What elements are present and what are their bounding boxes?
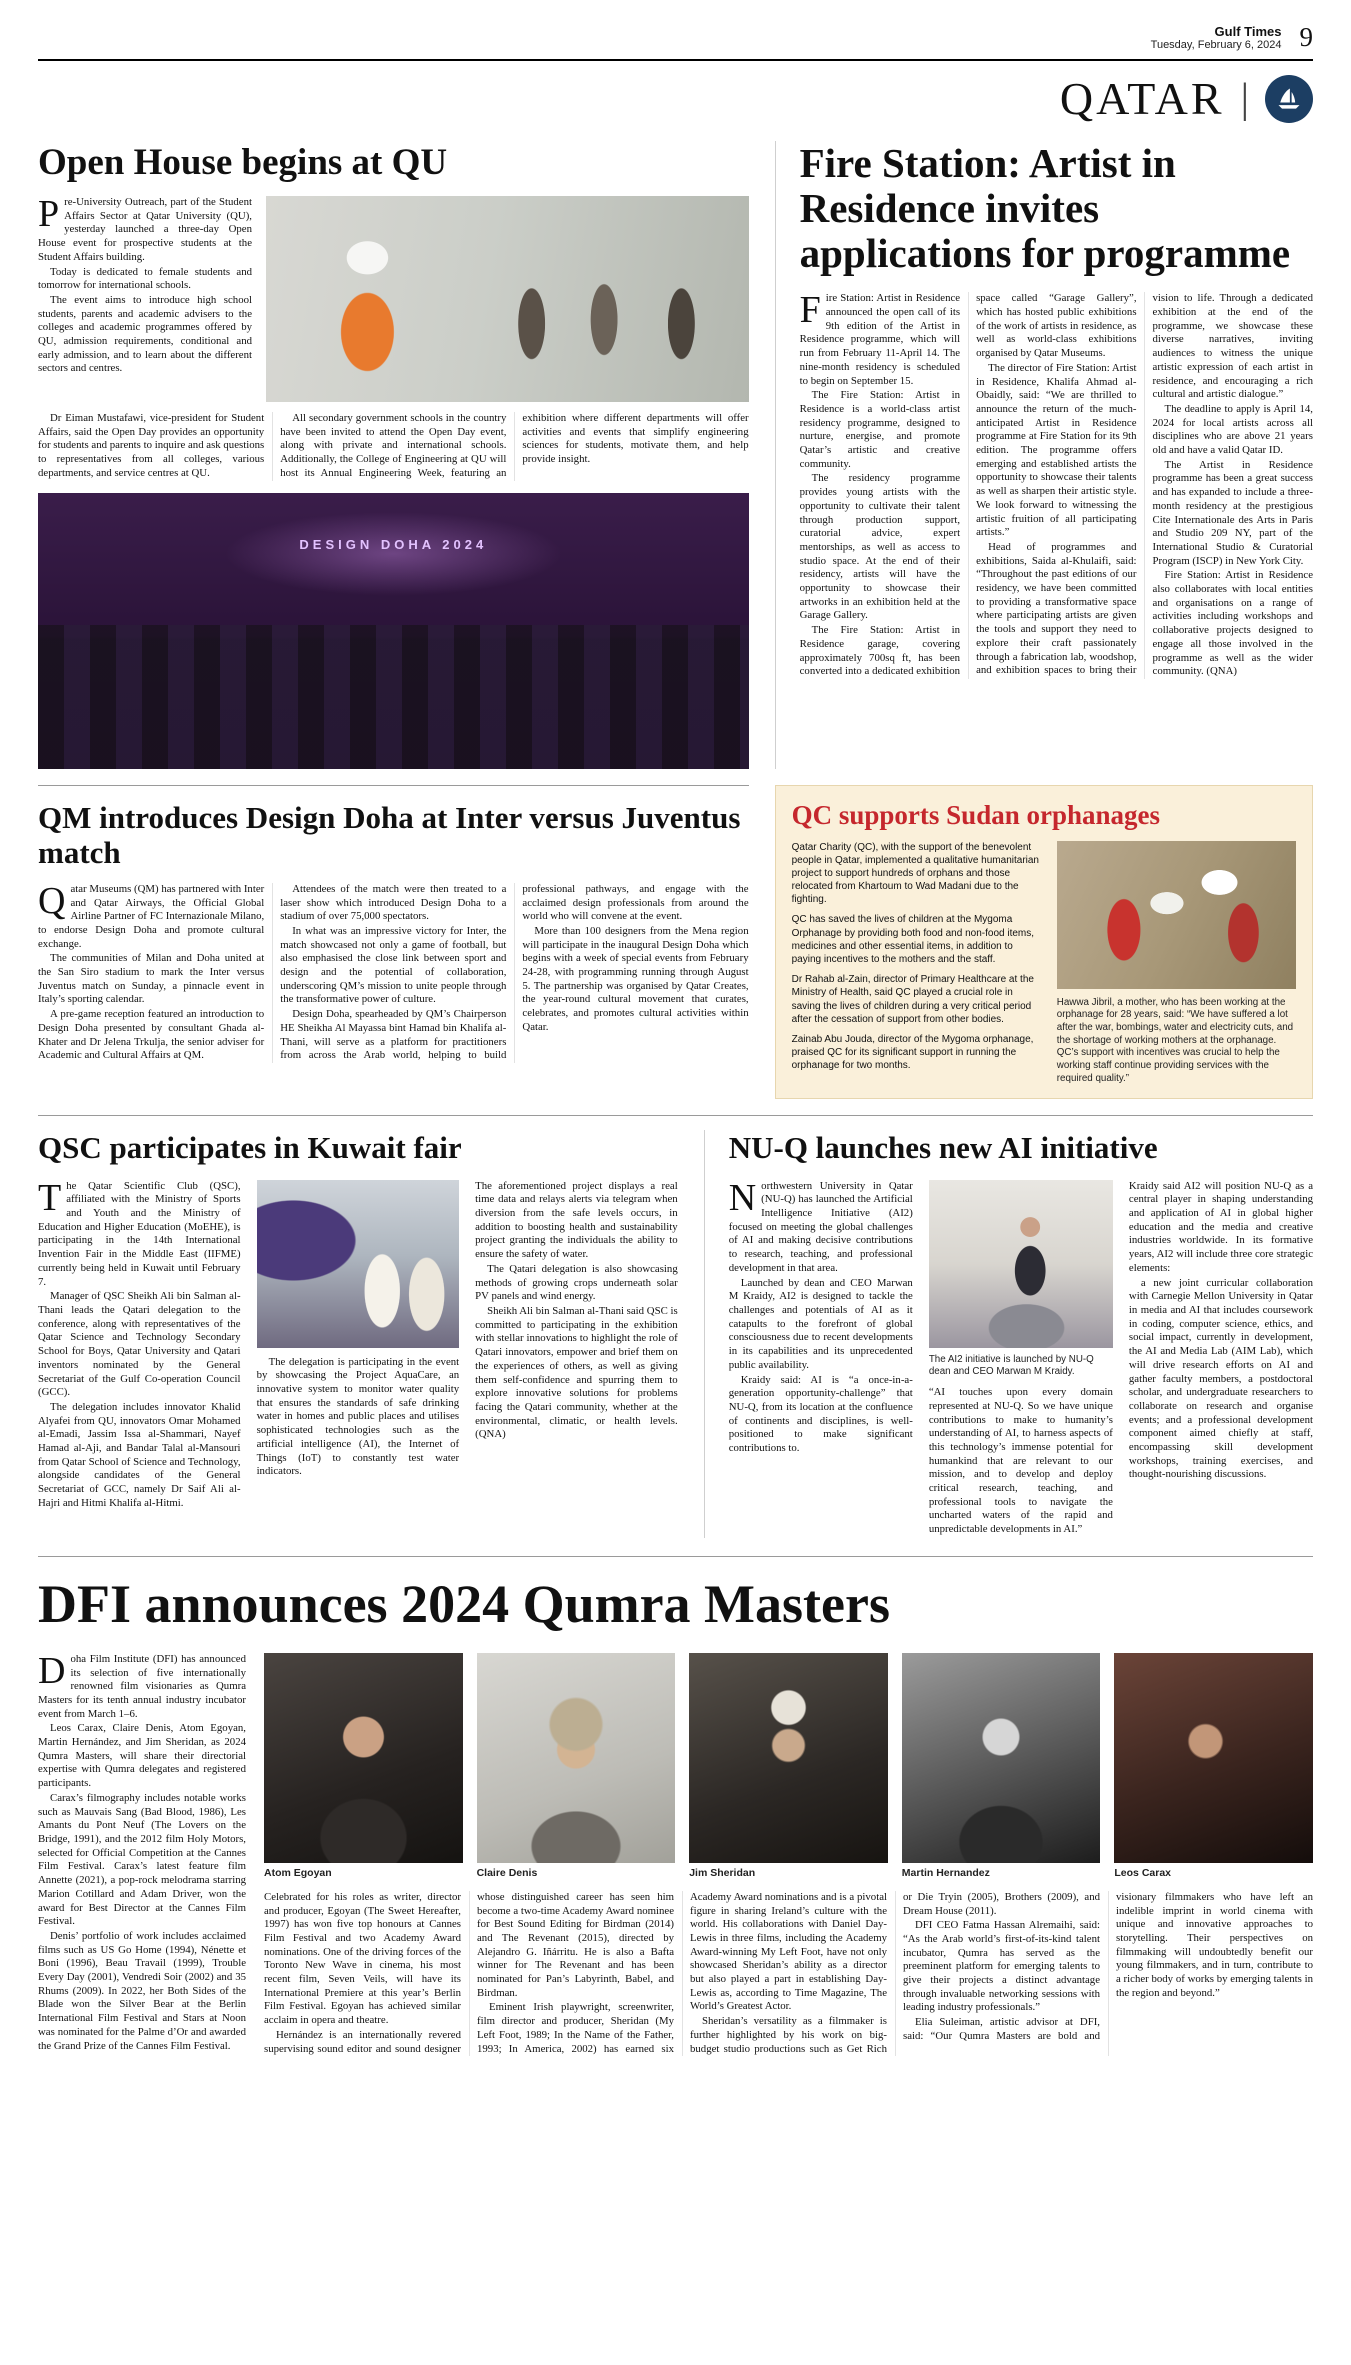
body-paragraph: Elia Suleiman, artistic advisor at DFI, said: “Our Qumra Masters are bold and visionary filmmakers who have left an indelible imprint in world cinema with unique and innovative approaches to storytelling. Their perspectives on filmmaking will undoubtedly benefit our young filmmakers, and in turn, contribute to a richer body of works by emerging talents in the region and beyond.” (903, 1890, 1313, 2042)
body-paragraph: QC has saved the lives of children at the Mygoma Orphanage by providing both food and non-food items, medicines and other essential items, in addition to paying incentives to the mothers and the staff. (791, 914, 1035, 966)
photo-jim-sheridan (689, 1653, 888, 1863)
body-paragraph: Design Doha, spearheaded by QM’s Chairperson HE Sheikha Al Mayassa bint Hamad bin Khalifa al-Thani, will serve as a platform for practitioners from across the Arab world, helping to build professional pathways, and engage with the acclaimed design professionals from around the world who will convene at the event. (280, 882, 749, 1062)
body-paragraph: The event aims to introduce high school students, parents and academic advisers to the colleges and academic programmes offered by QU, admission requirements, conditional and early admission, and to learn about the different sectors and centres. (38, 293, 252, 375)
dfi-layout (38, 1649, 1313, 2056)
photo-martin-hernandez (902, 1653, 1101, 1863)
body-paragraph: The Artist in Residence programme has been a great success and has expanded to include a three-month residency at the prestigious Cite Internationale des Arts in Paris and Studio 209 NY, part of the International Studio & Curatorial Program (ISCP) in New York City. (1152, 458, 1313, 567)
article-qm-design-doha (38, 785, 749, 1099)
body-paragraph: In what was an impressive victory for Inter, the match showcased not only a game of football, but also emphasised the close link between sport and design and the potential of collaboration, underscoring QM’s mission to unite people through the transformative power of culture. (280, 924, 507, 1006)
drop-cap: P (38, 193, 60, 235)
photo-leos-carax (1114, 1653, 1313, 1863)
body-paragraph: Attendees of the match were then treated to a laser show which introduced Design Doha to a stadium of over 75,000 spectators. (280, 882, 507, 923)
headline: QM introduces Design Doha at Inter versus Juventus match (38, 799, 741, 871)
section-middle (38, 785, 1313, 1115)
qc-box-grid (792, 841, 1296, 1086)
headline: NU-Q launches new AI initiative (728, 1129, 1158, 1165)
section-top (38, 141, 1313, 785)
nuq-column-2 (929, 1180, 1113, 1538)
body-paragraph: Sheridan’s versatility as a filmmaker is further highlighted by his work on big-budget studio productions such as Get Rich or Die Tryin (2005), Brothers (2009), and Dream House (2011). (690, 1890, 1100, 2055)
body-paragraph: Fire Station: Artist in Residence announced the open call of its 9th edition of the Artist in Residence programme, which will run from February 11-April 14. The nine-month residency is scheduled to begin on September 15. (799, 289, 961, 387)
photo-qc-orphanage-aid (1057, 841, 1296, 989)
body-paragraph: The Fire Station: Artist in Residence is a world-class artist residency programme, designed to nurture, energise, and promote Qatar’s artistic and creative community. (799, 389, 961, 470)
drop-cap: N (728, 1176, 757, 1219)
headline: QC supports Sudan orphanages (791, 799, 1161, 830)
qsc-column-1 (38, 1176, 241, 1512)
drop-cap: F (799, 289, 821, 332)
photo-design-doha-group (38, 493, 749, 769)
body-paragraph: Pre-University Outreach, part of the Student Affairs Sector at Qatar University (QU), yesterday launched a three-day Open House event for prospective students at the Student Affairs building. (38, 193, 252, 263)
body-paragraph: The Qatar Scientific Club (QSC), affiliated with the Ministry of Sports and Youth and the Ministry of Education and Higher Education (MoEHE), is participating in the 14th International Invention Fair in the Middle East (IIFME) currently being held in Kuwait until February 7. (38, 1176, 241, 1288)
body-paragraph: Eminent Irish playwright, screenwriter, film director and producer, Sheridan (My Left Foot, 1989; In the Name of the Father, 1993; In America, 2002) has earned six Academy Award nominations and is a pivotal figure in sharing Ireland’s culture with the world. His collaborations with Daniel Day-Lewis in three films, including the Academy Award-winning My Left Foot, have not only showcased Sheridan’s ability as a director but also played a part in establishing Day-Lewis as, according to Time Magazine, The World’s Greatest Actor. (477, 1890, 887, 2055)
body-paragraph: Today is dedicated to female students and tomorrow for international schools. (38, 265, 252, 292)
portrait-name: Atom Egoyan (264, 1866, 332, 1879)
body-paragraph: Fire Station: Artist in Residence also collaborates with local entities and organisations on a range of activities including workshops and collaborative projects designed to engage all those involved in the programme as well as the wider community. (QNA) (1152, 569, 1313, 678)
section-bottom (38, 1556, 1313, 2056)
open-house-top-row (38, 193, 749, 402)
portrait-name: Leos Carax (1114, 1866, 1172, 1879)
body-paragraph: Sheikh Ali bin Salman al-Thani said QSC is committed to participating in the exhibition with stellar innovations to highlight the role of Qatari innovators, empower and brief them on the experiences of others, as well as giving them self-confidence and spurring them to explore innovative solutions for problems facing the Qatari community, whether at the environmental, climatic, or health levels. (QNA) (475, 1304, 678, 1441)
portrait-cell (264, 1653, 463, 1891)
qsc-column-2 (257, 1180, 460, 1512)
body-paragraph: DFI CEO Fatma Hassan Alremaihi, said: “As the Arab world’s first-of-its-kind talent incubator, Qumra has served as the preeminent platform for emerging talents to give their projects a distinct advantage through invaluable networking sessions with leading industry professionals.” (903, 1919, 1100, 2014)
headline: Fire Station: Artist in Residence invites applications for programme (799, 140, 1291, 277)
photo-caption: The AI2 initiative is launched by NU-Q dean and CEO Marwan M Kraidy. (928, 1353, 1094, 1378)
body-paragraph: The delegation is participating in the event by showcasing the Project AquaCare, an innovative system to monitor water quality that ensures the standards of safe drinking water in homes and public places and utilises sophisticated technologies such as the artificial intelligence (AI), the Internet of Things (IoT) to constantly test water indicators. (256, 1355, 460, 1478)
article-dfi-qumra-masters (38, 1573, 1313, 2056)
paper-date: Tuesday, February 6, 2024 (1150, 39, 1282, 51)
body-paragraph: a new joint curricular collaboration with Carnegie Mellon University in Qatar in media and AI that includes coursework in coding, computer science, ethics, and social impact, currently in development, the AI and Media Lab (AIM Lab), which will drive research efforts on AI and gather faculty members, a postdoctoral scholar, and undergraduate researchers to collaborate on research and organise events; and a professional development component aimed chiefly at staff, encompassing skill development workshops, training exercises, and thought-nourishing discussions. (1128, 1276, 1313, 1481)
photo-claire-denis (477, 1653, 676, 1863)
body-paragraph: Denis’ portfolio of work includes acclaimed films such as US Go Home (1994), Nénette et Boni (1996), Beau Travail (1999), Trouble Every Day (2001), Vendredi Soir (2002) and 35 Rhums (2009). In 2022, her Both Sides of the Blade won the Silver Bear at the Berlin International Film Festival and Stars at Noon was nominated for the Palme d’Or and awarded the Grand Prize of the Cannes Film Festival. (38, 1929, 246, 2052)
article-fire-station (775, 141, 1313, 769)
body-paragraph: Zainab Abu Jouda, director of the Mygoma orphanage, praised QC for its significant support in running the orphanage for two months. (791, 1033, 1034, 1072)
portrait-cell (477, 1653, 676, 1891)
page-number: 9 (1299, 22, 1313, 52)
qsc-columns (38, 1176, 678, 1512)
body-paragraph: Doha Film Institute (DFI) has announced its selection of five internationally renowned film visionaries as Qumra Masters for its tenth annual industry incubator event from March 1–6. (38, 1649, 246, 1720)
nuq-columns (728, 1176, 1313, 1538)
body-paragraph: Qatar Museums (QM) has partnered with Inter and Qatar Airways, the Official Global Airline Partner of FC Internazionale Milano, to endorse Design Doha and promote cultural exchange. (38, 879, 265, 950)
body-paragraph: Qatar Charity (QC), with the support of the benevolent people in Qatar, implemented a qualitative humanitarian project to support hundreds of orphans and those relocated from Khartoum to Wad Madani due to the fighting. (791, 841, 1039, 906)
body-paragraph: The director of Fire Station: Artist in Residence, Khalifa Ahmad al-Obaidly, said: “We are thrilled to announce the return of the much-anticipated Artist in Residence programme at Fire Station for its 9th edition. The programme offers emerging and established artists the opportunity to showcase their talents as well as sharpen their artistic style. We look forward to witnessing the artistic fruition of all participating artists.” (976, 361, 1137, 539)
body-paragraph: “AI touches upon every domain represented at NU-Q. So we have unique contributions to make to humanity’s understanding of AI, to harness aspects of this technology’s immense potential for humankind that are relevant to our mission, and to develop and deploy critical research, teaching, and professional tools to navigate the uncharted waters of the rapid and unpredictable developments in AI.” (928, 1386, 1113, 1536)
body-paragraph: The delegation includes innovator Khalid Alyafei from QU, innovators Omar Mohamed al-Emadi, Jassim Issa al-Shammari, Nayef Hamad al-Aji, and Bandar Talal al-Mansouri from Qatar School of Science and Technology, alongside candidates of the General Secretariat of GCC, namely Dr Saif Ali al-Hajri and Hitmi Khalifa al-Hitmi. (38, 1400, 241, 1509)
dfi-right-area (264, 1653, 1313, 2056)
feature-box-qc-sudan (775, 785, 1313, 1099)
photo-crowd-silhouettes (38, 625, 749, 769)
portrait-name: Claire Denis (476, 1866, 538, 1879)
body-paragraph: Head of programmes and exhibitions, Saida al-Khulaifi, said: “Throughout the past editions of our residency, we have been committed to providing a transformative space where participating artists are given the tools and support they need to explore their craft passionately through a fabrication lab, woodshop, and exhibition spaces to bring their vision to life. Through a dedicated exhibition at the end of the programme, we showcase these diverse narratives, inviting audiences to witness the unique artistic expression of each artist in residence, and encouraging a rich cultural and artistic dialogue.” (976, 292, 1313, 677)
dhow-icon (1275, 85, 1303, 113)
paper-name: Gulf Times (1214, 24, 1282, 39)
body-paragraph: More than 100 designers from the Mena region will participate in the inaugural Design Doha which begins with a week of special events from February 24-28, with programming running through August 5. The partnership was organised by Qatar Creates, the year-round cultural movement that curates, celebrates, and promotes cultural activities within Qatar. (522, 924, 749, 1033)
body-paragraph: The communities of Milan and Doha united at the San Siro stadium to mark the Inter versus Juventus match on Sunday, a pinnacle event in Italy’s sporting calendar. (38, 952, 265, 1006)
body-paragraph: Dr Rahab al-Zain, director of Primary Healthcare at the Ministry of Health, said QC played a crucial role in saving the lives of children during a very critical period after the cessation of support from other bodies. (791, 974, 1034, 1025)
body-paragraph: A pre-game reception featured an introduction to Design Doha presented by consultant Ghada al-Khater and Dr Jelena Trkulja, the senior adviser for Academic and Cultural Affairs at QM. (38, 1008, 265, 1062)
paper-meta (1151, 24, 1282, 51)
nuq-column-3 (1129, 1180, 1313, 1538)
photo-atom-egoyan (264, 1653, 463, 1863)
headline: Open House begins at QU (38, 142, 448, 183)
portrait-cell (689, 1653, 888, 1891)
dfi-text-columns (264, 1891, 1313, 2056)
body-paragraph: The aforementioned project displays a real time data and relays alerts via telegram when diversion from the safe levels occurs, in addition to boosting health and sustainability project granting the individuals the ability to ensure the safety of water. (475, 1179, 678, 1261)
photo-qsc-exhibition-booth (257, 1180, 460, 1348)
body-paragraph: Celebrated for his roles as writer, director and producer, Egoyan (The Sweet Hereafter, 1997) has won five top honours at Cannes Film Festival and two Academy Award nominations. One of the driving forces of the Toronto New Wave in cinema, his most recent film, Seven Veils, will have its International Premiere at this year’s Berlin Film Festival. Egoyan has achieved similar acclaim in opera and theatre. (264, 1890, 461, 2027)
article-open-house (38, 141, 749, 769)
portrait-name: Jim Sheridan (689, 1866, 756, 1879)
body-paragraph: Launched by dean and CEO Marwan M Kraidy, AI2 is designed to tackle the challenges and potentials of AI as it catapults to the forefront of global consciousness due to recent developments in its capabilities and its unprecedented public availability. (728, 1276, 913, 1371)
photo-caption: Hawwa Jibril, a mother, who has been working at the orphanage for 28 years, said: “We have suffered a lot after the war, bombings, water and electricity cuts, and the shortage of working mothers at the orphanage. QC’s support with incentives was crucial to help the working staff continue providing services with the required quality.” (1056, 996, 1294, 1084)
portrait-name: Martin Hernandez (901, 1866, 990, 1879)
body-paragraph: Leos Carax, Claire Denis, Atom Egoyan, Martin Hernández, and Jim Sheridan, as 2024 Qumra Masters, will share their directorial expertise with Qumra delegates and registered participants. (38, 1722, 246, 1790)
photo-qu-open-house-robot (266, 196, 749, 402)
body-paragraph: Hernández is an internationally revered supervising sound editor and sound designer whose distinguished career has seen him become a two-time Academy Award nominee for Best Sound Editing for Birdman (2014) and The Revenant (2015), directed by Alejandro G. Iñárritu. He is also a Bafta winner for The Revenant and has been nominated for Pan’s Labyrinth, Babel, and Birdman. (264, 1890, 674, 2055)
body-paragraph: Kraidy said: AI is “a once-in-a-generation opportunity-challenge” that NU-Q, from its location at the confluence of continents and disciplines, is well-positioned to make significant contributions to. (728, 1373, 913, 1455)
body-paragraph: Northwestern University in Qatar (NU-Q) has launched the Artificial Intelligence Initiative (AI2) focused on meeting the global challenges of AI and making decisive contributions to research, teaching, and professional development in that area. (728, 1176, 913, 1274)
drop-cap: Q (38, 879, 66, 922)
drop-cap: T (38, 1176, 62, 1219)
section-lower-middle (38, 1115, 1313, 1556)
page-header-meta (38, 22, 1313, 57)
section-masthead (38, 69, 1313, 141)
photo-nuq-kraidy-podium (929, 1180, 1113, 1348)
article-qsc-kuwait-fair (38, 1130, 678, 1538)
body-paragraph: The deadline to apply is April 14, 2024 for local artists across all disciplines who are above 21 years old and have a valid Qatar ID. (1152, 402, 1313, 457)
qc-text-column (792, 841, 1043, 1086)
portrait-cell (1114, 1653, 1313, 1891)
header-rule (38, 59, 1313, 61)
masthead-badge (1265, 75, 1313, 123)
section-title: QATAR (1059, 73, 1225, 124)
nuq-column-1 (728, 1176, 913, 1538)
body-paragraph: The Qatari delegation is also showcasing methods of growing crops underneath solar PV panels and wind energy. (475, 1262, 678, 1303)
body-paragraph: Kraidy said AI2 will position NU-Q as a central player in shaping understanding and application of AI in global higher education and the media and creative industries worldwide. In its formative years, AI2 will include three core strategic elements: (1128, 1179, 1313, 1274)
qm-columns (38, 879, 749, 1063)
fire-station-columns (799, 289, 1313, 679)
body-paragraph: Manager of QSC Sheikh Ali bin Salman al-Thani leads the Qatari delegation to the conference, along with representatives of the Qatar Science and Technology Secondary School for Boys, Qatar University and Qatari inventors nominated by the General Secretariat of the Gulf Co-operation Council (GCC). (38, 1290, 241, 1399)
masthead-divider: | (1240, 76, 1249, 122)
headline: DFI announces 2024 Qumra Masters (38, 1573, 890, 1634)
body-paragraph: The Fire Station: Artist in Residence garage, covering approximately 700sq ft, has been converted into a dedicated exhibition space called “Garage Gallery”, which has hosted public exhibitions of the work of artists in residence, as well as world-class exhibitions organised by Qatar Museums. (799, 292, 1137, 678)
body-paragraph: Dr Eiman Mustafawi, vice-president for Student Affairs, said the Open Day provides an opportunity for students and parents to inquire and ask questions to representatives from all colleges, various departments, and service centres at QU. (38, 412, 265, 479)
dfi-lead-column (38, 1649, 246, 2056)
body-paragraph: Carax’s filmography includes notable works such as Mauvais Sang (Bad Blood, 1986), Les Amants du Pont Neuf (The Lovers on the Bridge, 1991), and the 2012 film Holy Motors, selected for Official Competition at the Cannes Film Festival. Carax’s latest feature film Annette (2021), a pop-rock melodrama starring Marion Cotillard and Adam Driver, won the award for Best Director at the Cannes Film Festival. (38, 1791, 246, 1928)
drop-cap: D (38, 1649, 66, 1692)
qc-photo-column (1057, 841, 1296, 1086)
open-house-lead-column (38, 193, 252, 402)
qsc-column-3 (475, 1180, 678, 1512)
article-nuq-ai-initiative (704, 1130, 1313, 1538)
portrait-cell (902, 1653, 1101, 1891)
open-house-columns (38, 412, 749, 481)
body-paragraph: The residency programme provides young artists with the opportunity to cultivate their talent through production support, curatorial advice, expert mentorships, as well as access to studio space. At the end of their residency, artists will have the opportunity to showcase their artworks in an exhibition held at the Garage Gallery. (799, 472, 961, 622)
qumra-masters-portraits (264, 1653, 1313, 1891)
body-paragraph: All secondary government schools in the country have been invited to attend the Open Day event, along with private and international schools. Additionally, the College of Engineering at QU will host its Annual Engineering Week, featuring an exhibition where different departments will offer activities and events that simplify engineering sciences for students, motivate them, and help provide insight. (280, 412, 749, 479)
photo-screen-text: DESIGN DOHA 2024 (299, 536, 488, 552)
headline: QSC participates in Kuwait fair (38, 1129, 462, 1165)
